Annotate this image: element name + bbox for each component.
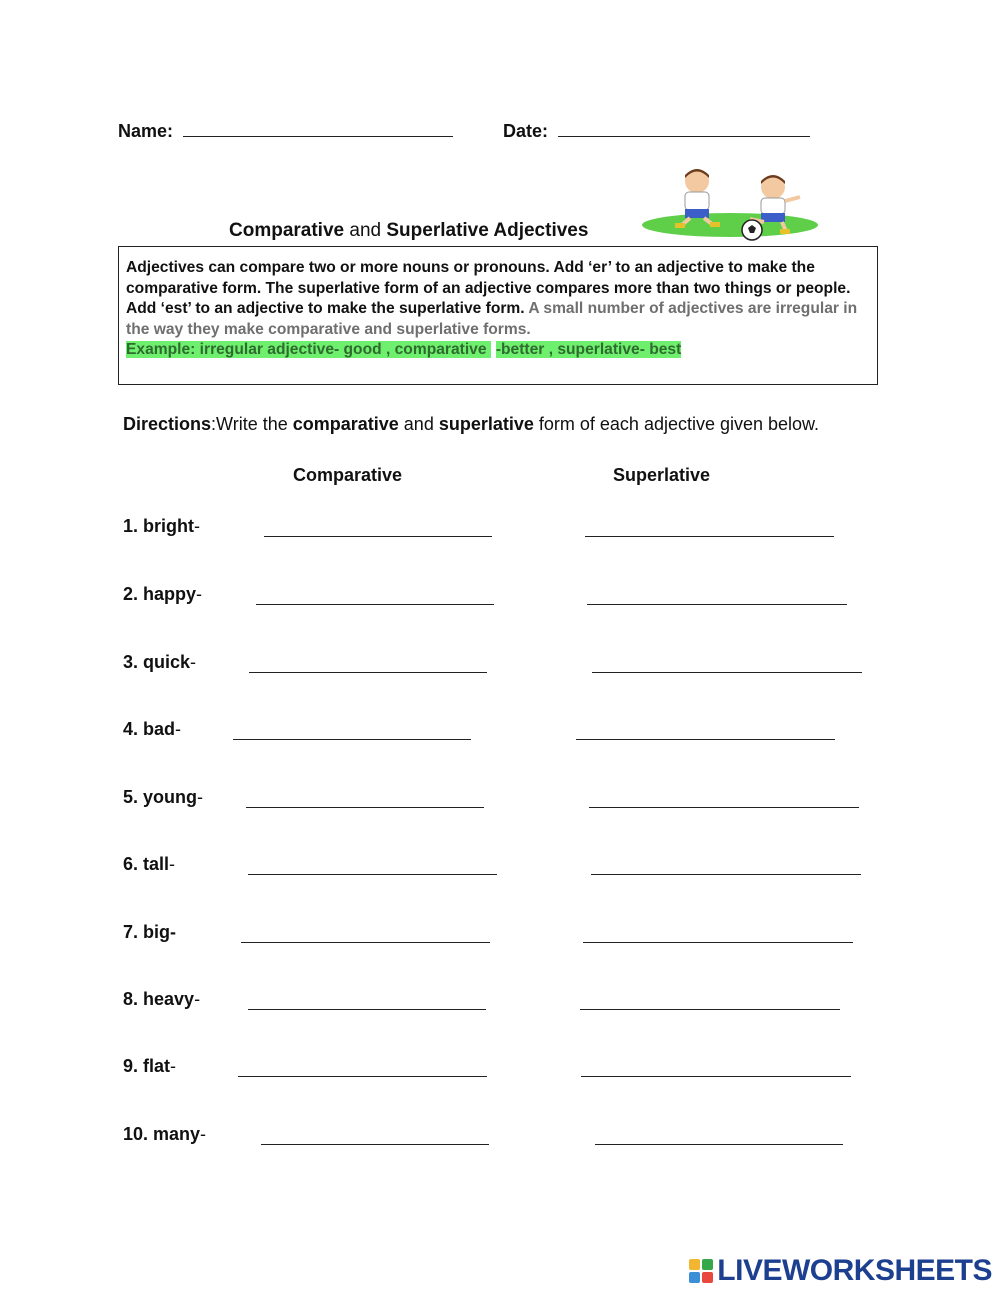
superlative-answer-blank[interactable]	[587, 604, 847, 605]
date-label: Date:	[503, 121, 549, 141]
info-main-text: Adjectives can compare two or more nouns or pronouns. Add ‘er’ to an adjective to make the comparative form. The superlative form of an adjective compares more than two things or people. Add ‘est’ to an adjective to make the superlative form.	[126, 259, 851, 317]
adjective-label: 8. heavy-	[123, 989, 201, 1009]
adjective-label: 1. bright-	[123, 516, 200, 536]
info-gray-text: A small number of adjectives are irregular in the way they make comparative and superlative forms.	[126, 300, 858, 338]
directions-label: Directions	[123, 414, 212, 434]
logo-text: LIVEWORKSHEETS	[717, 1254, 992, 1287]
directions-text: and	[398, 414, 439, 434]
example-highlight-2: -better , superlative- best	[495, 341, 682, 358]
comparative-answer-blank[interactable]	[233, 739, 471, 740]
directions-comparative: comparative	[292, 414, 399, 434]
column-heading-superlative: Superlative	[613, 465, 711, 485]
comparative-answer-blank[interactable]	[246, 807, 484, 808]
superlative-answer-blank[interactable]	[589, 807, 859, 808]
title-superlative: Superlative Adjectives	[386, 220, 589, 241]
comparative-answer-blank[interactable]	[248, 1009, 486, 1010]
adjective-label: 7. big-	[123, 922, 176, 942]
column-heading-comparative: Comparative	[293, 465, 403, 485]
liveworksheets-logo	[689, 1253, 992, 1289]
superlative-answer-blank[interactable]	[581, 1076, 851, 1077]
adjective-label: 10. many-	[123, 1124, 207, 1144]
comparative-answer-blank[interactable]	[249, 672, 487, 673]
comparative-answer-blank[interactable]	[261, 1144, 489, 1145]
directions-text: :Write the	[211, 414, 293, 434]
directions-text: form of each adjective given below.	[533, 414, 820, 434]
logo-block	[702, 1259, 713, 1270]
superlative-answer-blank[interactable]	[595, 1144, 843, 1145]
adjective-label: 3. quick-	[123, 652, 197, 672]
title-and: and	[344, 220, 387, 241]
logo-block	[702, 1272, 713, 1283]
comparative-answer-blank[interactable]	[248, 874, 497, 875]
name-label: Name:	[118, 121, 174, 141]
adjective-label: 6. tall-	[123, 854, 176, 874]
logo-block	[689, 1272, 700, 1283]
superlative-answer-blank[interactable]	[580, 1009, 840, 1010]
logo-block	[689, 1259, 700, 1270]
comparative-answer-blank[interactable]	[241, 942, 490, 943]
comparative-answer-blank[interactable]	[256, 604, 494, 605]
adjective-label: 5. young-	[123, 787, 204, 807]
logo-blocks-icon	[689, 1259, 713, 1283]
superlative-answer-blank[interactable]	[592, 672, 862, 673]
adjective-label: 2. happy-	[123, 584, 203, 604]
comparative-answer-blank[interactable]	[264, 536, 492, 537]
superlative-answer-blank[interactable]	[583, 942, 853, 943]
comparative-answer-blank[interactable]	[238, 1076, 487, 1077]
adjective-label: 4. bad-	[123, 719, 182, 739]
directions-superlative: superlative	[438, 414, 534, 434]
title-comparative: Comparative	[229, 220, 345, 241]
example-highlight-1: Example: irregular adjective- good , comparative	[126, 341, 491, 358]
superlative-answer-blank[interactable]	[576, 739, 835, 740]
superlative-answer-blank[interactable]	[585, 536, 834, 537]
superlative-answer-blank[interactable]	[591, 874, 861, 875]
adjective-label: 9. flat-	[123, 1056, 177, 1076]
